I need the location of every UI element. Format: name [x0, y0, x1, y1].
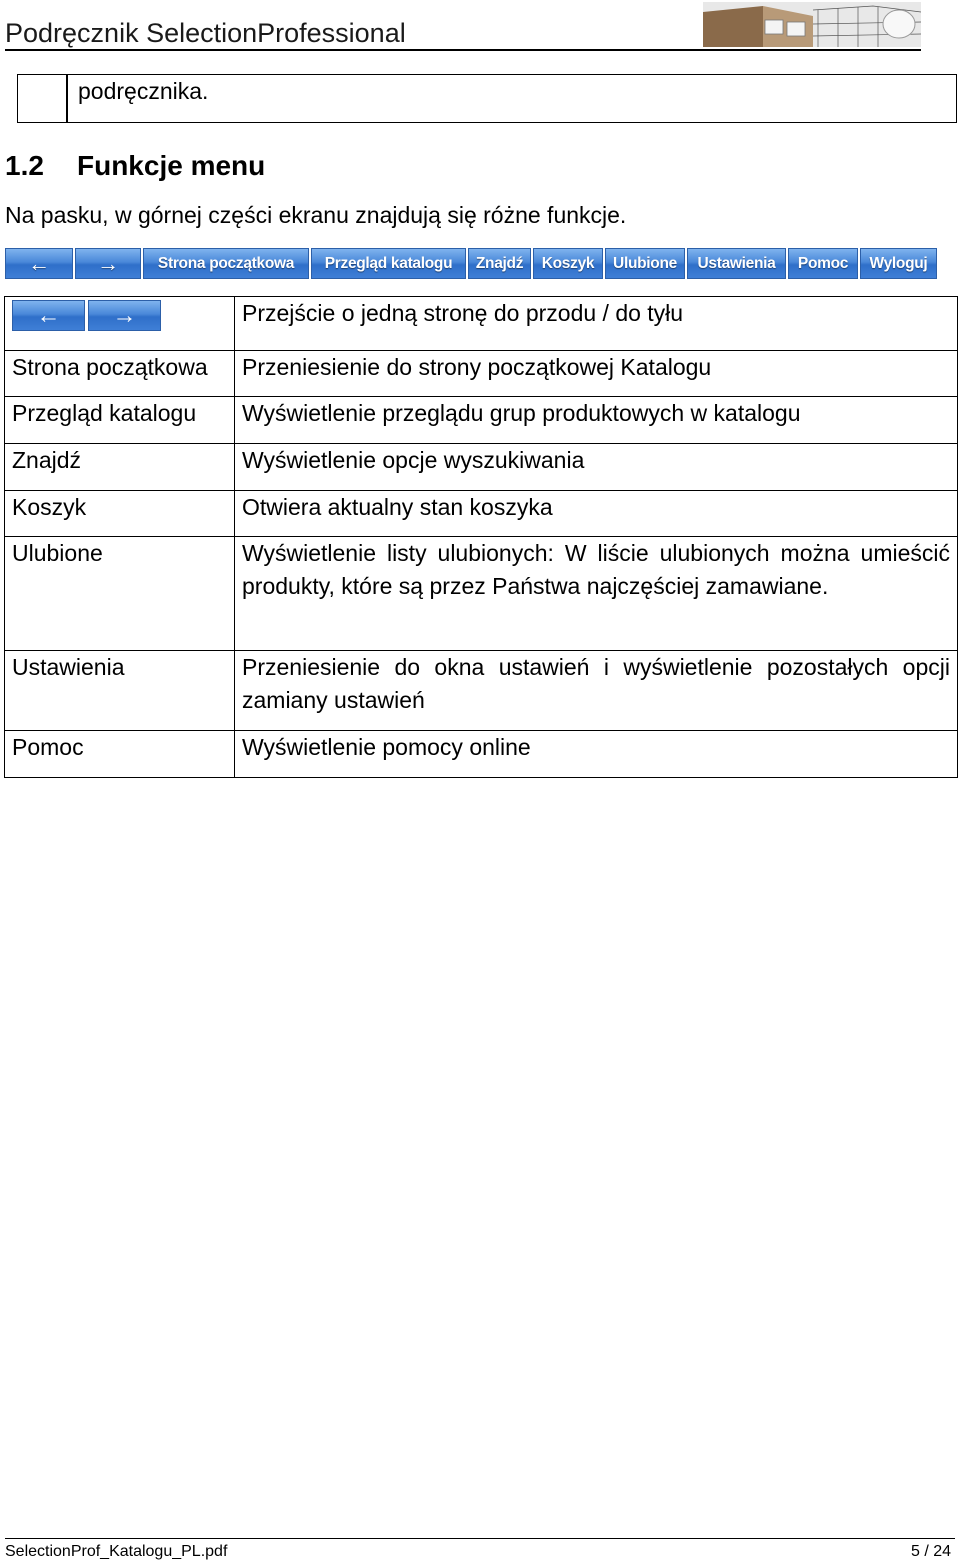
table-key-cell: Znajdź — [5, 444, 235, 491]
table-row — [5, 491, 958, 537]
table-column-divider — [66, 75, 68, 122]
arrow-right-icon: → — [97, 250, 119, 276]
menu-functions-table — [4, 296, 958, 778]
table-row — [5, 297, 958, 351]
table-row — [5, 444, 958, 491]
section-title: Funkcje menu — [77, 150, 266, 181]
section-heading — [5, 150, 265, 182]
menu-button-logout[interactable]: Wyloguj — [860, 248, 937, 279]
continuation-table — [17, 74, 957, 123]
table-key-cell: Pomoc — [5, 731, 235, 778]
menu-button-help[interactable]: Pomoc — [788, 248, 858, 279]
table-desc-cell: Przeniesienie do strony początkowej Katalogu — [235, 351, 958, 397]
footer-divider — [5, 1538, 955, 1539]
menu-button-home[interactable]: Strona początkowa — [143, 248, 309, 279]
table-row — [5, 537, 958, 651]
arrow-left-icon: ← — [28, 250, 50, 276]
table-key-cell: Ustawienia — [5, 651, 235, 731]
table-key-cell — [5, 297, 235, 351]
table-desc-cell: Przeniesienie do okna ustawień i wyświetlenie pozostałych opcji zamiany ustawień — [235, 651, 958, 731]
footer-page-number: 5 / 24 — [910, 1543, 951, 1560]
menu-button-favorites[interactable]: Ulubione — [605, 248, 685, 279]
continuation-text: podręcznika. — [78, 78, 209, 104]
table-desc-cell: Wyświetlenie pomocy online — [235, 731, 958, 778]
table-desc-cell: Wyświetlenie opcje wyszukiwania — [235, 444, 958, 491]
menu-button-find[interactable]: Znajdź — [468, 248, 531, 279]
table-key-cell: Przegląd katalogu — [5, 397, 235, 444]
table-desc-cell: Wyświetlenie przeglądu grup produktowych w katalogu — [235, 397, 958, 444]
section-number: 1.2 — [5, 150, 44, 181]
arrow-left-icon: ← — [12, 300, 85, 331]
table-row — [5, 397, 958, 444]
menu-button-catalog-overview[interactable]: Przegląd katalogu — [311, 248, 466, 279]
page-header-title: Podręcznik SelectionProfessional — [5, 18, 406, 48]
section-intro: Na pasku, w górnej części ekranu znajdują się różne funkcje. — [5, 202, 627, 228]
table-key-cell: Strona początkowa — [5, 351, 235, 397]
arrow-right-icon: → — [88, 300, 161, 331]
menu-bar — [5, 248, 943, 279]
back-button[interactable] — [5, 248, 73, 279]
header-divider — [5, 49, 921, 51]
menu-button-cart[interactable]: Koszyk — [533, 248, 603, 279]
table-desc-cell: Wyświetlenie listy ulubionych: W liście ulubionych można umieścić produkty, które są przez Państwa najczęściej zamawiane. — [235, 537, 958, 651]
header-logo-image — [703, 2, 921, 47]
table-key-cell: Ulubione — [5, 537, 235, 651]
table-desc-cell: Otwiera aktualny stan koszyka — [235, 491, 958, 537]
forward-button[interactable] — [75, 248, 141, 279]
arrow-buttons-image — [12, 300, 227, 331]
table-row — [5, 731, 958, 778]
table-row — [5, 351, 958, 397]
table-row — [5, 651, 958, 731]
menu-button-settings[interactable]: Ustawienia — [687, 248, 786, 279]
footer-filename: SelectionProf_Katalogu_PL.pdf — [5, 1543, 228, 1560]
table-desc-cell: Przejście o jedną stronę do przodu / do tyłu — [235, 297, 958, 351]
table-key-cell: Koszyk — [5, 491, 235, 537]
